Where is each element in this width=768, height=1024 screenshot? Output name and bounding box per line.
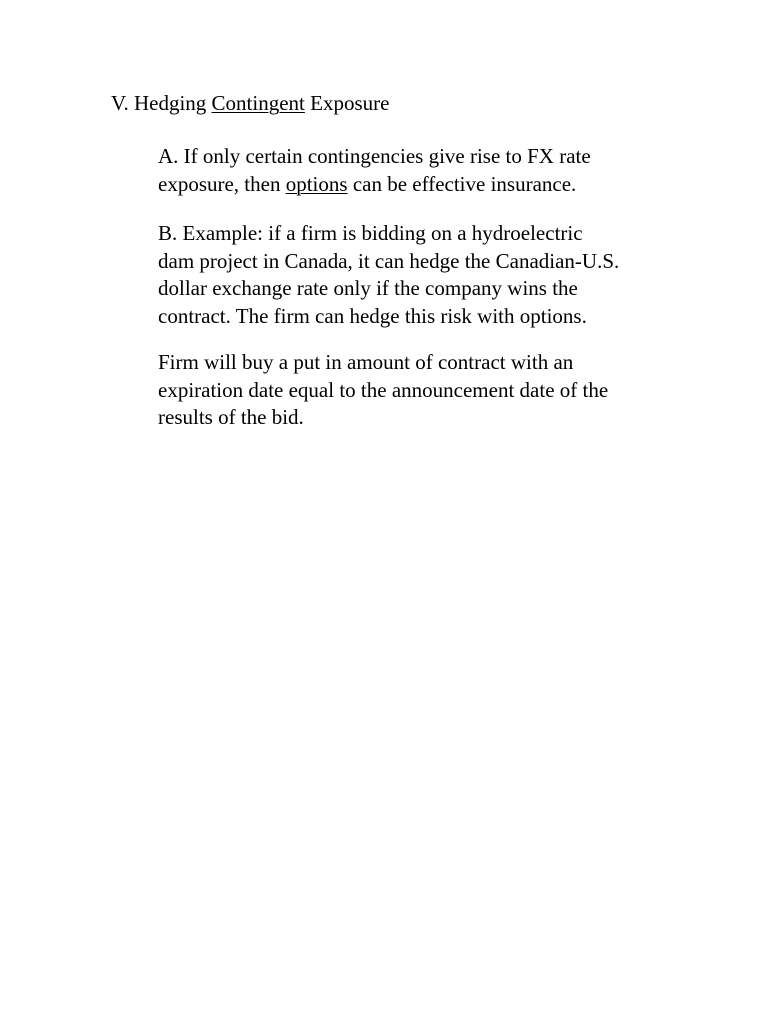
section-heading — [111, 90, 389, 117]
paragraph-a-line-2-suffix: can be effective insurance. — [347, 171, 577, 196]
paragraph-a-line-2 — [158, 171, 718, 199]
paragraph-c — [158, 349, 718, 432]
paragraph-c-line-1: Firm will buy a put in amount of contract with an — [158, 350, 574, 374]
paragraph-c-line-3: results of the bid. — [158, 405, 304, 429]
paragraph-a-line-2-prefix: exposure, then — [158, 171, 286, 196]
paragraph-b-line-2: dam project in Canada, it can hedge the Canadian-U.S. — [158, 248, 620, 273]
paragraph-b-line-4: contract. The firm can hedge this risk with options. — [158, 303, 587, 328]
heading-underlined-word: Contingent — [211, 91, 305, 115]
heading-suffix: Exposure — [304, 91, 390, 115]
paragraph-a-line-1: A. If only certain contingencies give rise to FX rate — [158, 144, 591, 168]
paragraph-c-line-2: expiration date equal to the announcement date of the — [158, 377, 609, 402]
paragraph-b-line-3: dollar exchange rate only if the company wins the — [158, 276, 578, 300]
paragraph-a-underlined-word: options — [285, 171, 348, 196]
paragraph-b-line-1: B. Example: if a firm is bidding on a hydroelectric — [158, 221, 583, 245]
paragraph-b — [158, 220, 718, 330]
heading-prefix: V. Hedging — [111, 91, 212, 115]
paragraph-a — [158, 143, 718, 198]
